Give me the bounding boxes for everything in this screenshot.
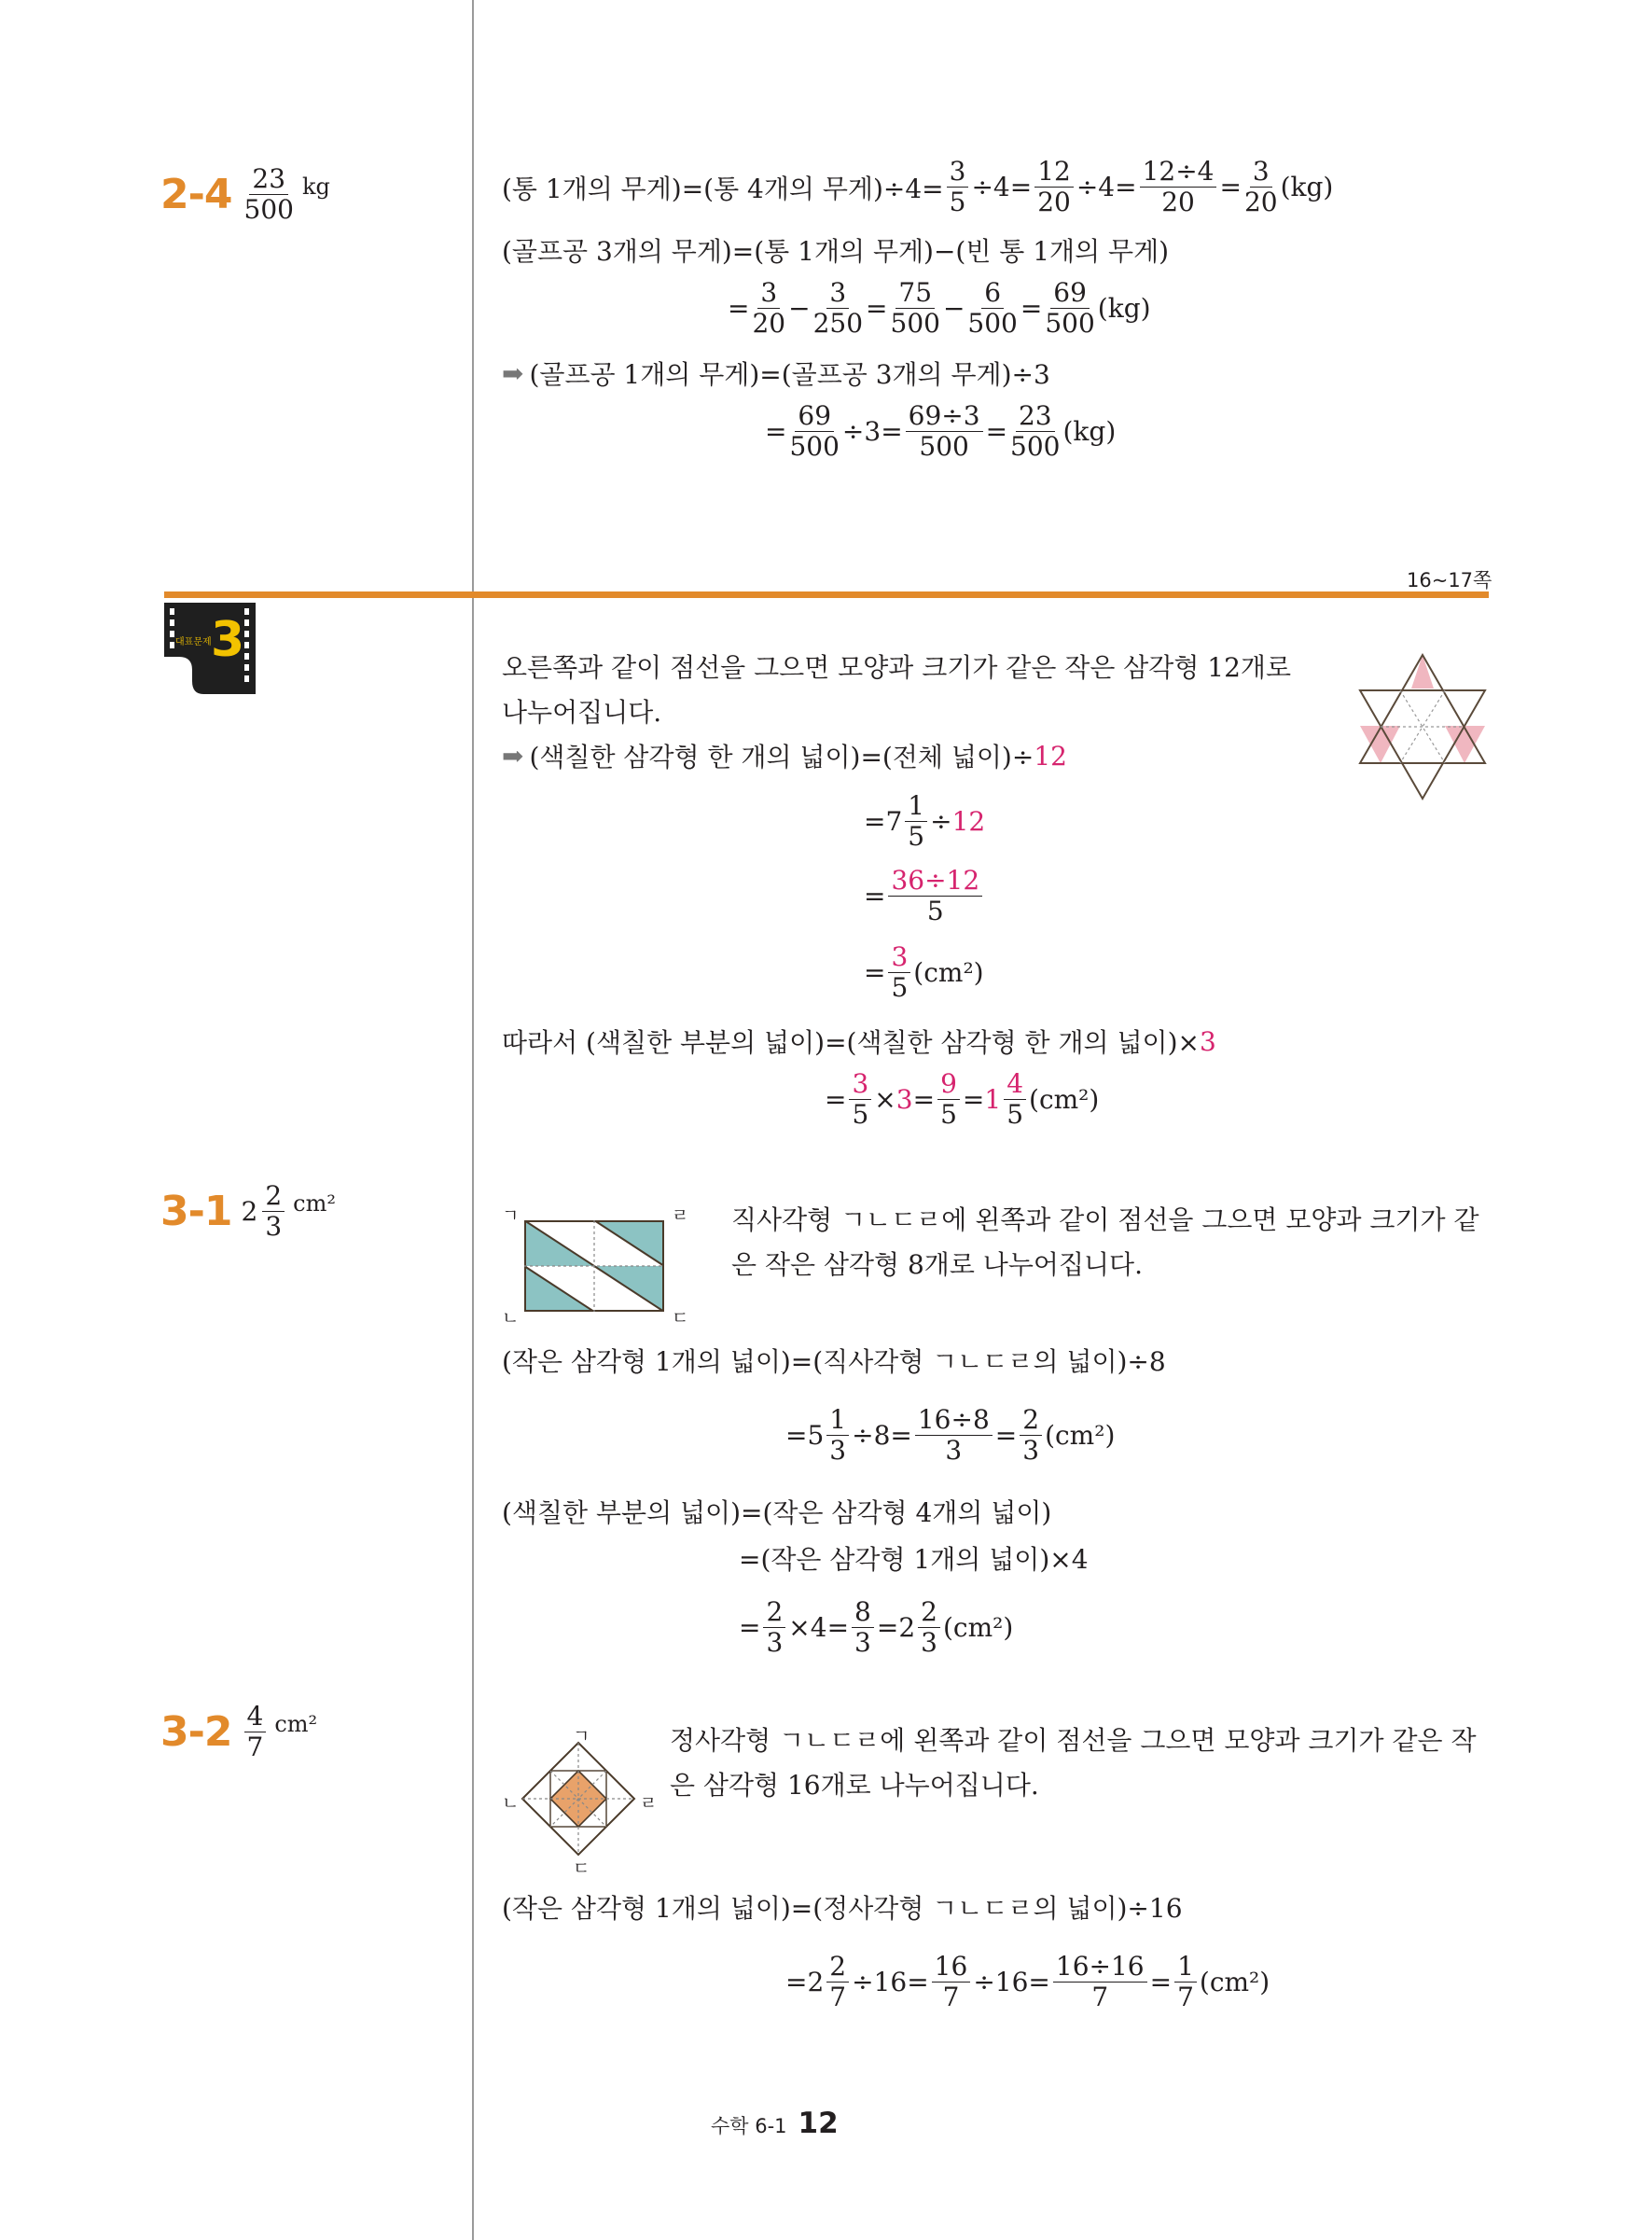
s3-line3: ➡ (색칠한 삼각형 한 개의 넓이)=(전체 넓이)÷ 12 (502, 740, 1067, 772)
page-footer (711, 2107, 839, 2140)
square-figure: ㄱ ㄴ ㄷ ㄹ (502, 1726, 658, 1879)
badge-number: 3 (211, 612, 245, 668)
answer-3-1: 3-1 2 $\frac{2}{3}$ cm² (160, 1180, 336, 1242)
problem-number: 3-2 (160, 1708, 232, 1756)
s31-line6: =(작은 삼각형 1개의 넓이)×4 (739, 1544, 1089, 1575)
s31-line7: = $\frac{2}{3}$ ×4= $\frac{8}{3}$ =2 $\frac{2}{3}$ (cm²) (739, 1596, 1014, 1658)
s32-line3: (작은 삼각형 1개의 넓이)=(정사각형 ㄱㄴㄷㄹ의 넓이)÷16 (502, 1893, 1183, 1924)
answer-2-4: 2-4 $\frac{23}{500}$ kg (160, 163, 330, 225)
arrow-icon: ➡ (502, 357, 524, 389)
answer-unit: kg (301, 173, 330, 200)
page-number: 12 (798, 2107, 839, 2140)
arrow-icon: ➡ (502, 740, 524, 772)
s3-line4: =7 $\frac{1}{5}$ ÷ 12 (864, 790, 986, 852)
s3-line6: = $\frac{3}{5}$ (cm²) (864, 941, 984, 1003)
s31-line4: =5 $\frac{1}{3}$ ÷8= $\frac{16\div 8}{3}$ = $\frac{2}{3}$ (cm²) (785, 1404, 1116, 1466)
s24-line4: ➡ (골프공 1개의 무게)=(골프공 3개의 무게)÷3 (502, 357, 1050, 390)
s24-line3: = $\frac{3}{20}$ − $\frac{3}{250}$ = $\frac{75}{500}$ − $\frac{6}{500}$ = $\frac{69}{500}$ (kg) (728, 277, 1151, 339)
answer-3-2: 3-2 $\frac{4}{7}$ cm² (160, 1701, 318, 1762)
column-divider (472, 0, 474, 2240)
section-divider (164, 591, 1489, 598)
s24-line5: = $\frac{69}{500}$ ÷3= $\frac{69\div 3}{500}$ = $\frac{23}{500}$ (kg) (765, 400, 1117, 462)
s24-line1: (통 1개의 무게)=(통 4개의 무게)÷4= $\frac{3}{5}$ ÷4= $\frac{12}{20}$ ÷4= $\frac{12\div 4}{20}$ = $\frac{3}{20}$ (kg) (502, 156, 1334, 217)
badge-representative-problem (164, 603, 256, 694)
s32-line4: =2 $\frac{2}{7}$ ÷16= $\frac{16}{7}$ ÷16= $\frac{16\div 16}{7}$ = $\frac{1}{7}$ (cm²) (785, 1951, 1270, 2012)
problem-number: 3-1 (160, 1188, 232, 1235)
s31-line5: (색칠한 부분의 넓이)=(작은 삼각형 4개의 넓이) (502, 1497, 1052, 1528)
s31-paragraph: 직사각형 ㄱㄴㄷㄹ에 왼쪽과 같이 점선을 그으면 모양과 크기가 같 은 작은 삼각형 8개로 나누어집니다. (731, 1204, 1479, 1280)
problem-number: 2-4 (160, 171, 232, 218)
s31-line3: (작은 삼각형 1개의 넓이)=(직사각형 ㄱㄴㄷㄹ의 넓이)÷8 (502, 1346, 1166, 1377)
badge-label: 대표문제 (175, 637, 212, 647)
page-range: 16~17쪽 (1407, 569, 1492, 591)
rectangle-figure: ㄱ ㄹ ㄴ ㄷ (502, 1205, 689, 1329)
s3-line5: = $\frac{36\div 12}{5}$ (864, 868, 985, 925)
subject-label: 수학 6-1 (711, 2115, 787, 2137)
s3-paragraph: 오른쪽과 같이 점선을 그으면 모양과 크기가 같은 작은 삼각형 12개로 나누어집니다. (502, 652, 1292, 728)
s24-line2: (골프공 3개의 무게)=(통 1개의 무게)−(빈 통 1개의 무게) (502, 236, 1170, 267)
answer-unit: cm² (274, 1710, 318, 1737)
s3-line8: = $\frac{3}{5}$ × 3 = $\frac{9}{5}$ = 1 $\frac{4}{5}$ (cm²) (825, 1068, 1100, 1130)
s32-paragraph: 정사각형 ㄱㄴㄷㄹ에 왼쪽과 같이 점선을 그으면 모양과 크기가 같은 작 은 삼각형 16개로 나누어집니다. (670, 1725, 1477, 1801)
s3-line7: 따라서 (색칠한 부분의 넓이)=(색칠한 삼각형 한 개의 넓이)× 3 (502, 1025, 1216, 1058)
answer-unit: cm² (293, 1190, 336, 1217)
star-figure (1358, 653, 1487, 800)
